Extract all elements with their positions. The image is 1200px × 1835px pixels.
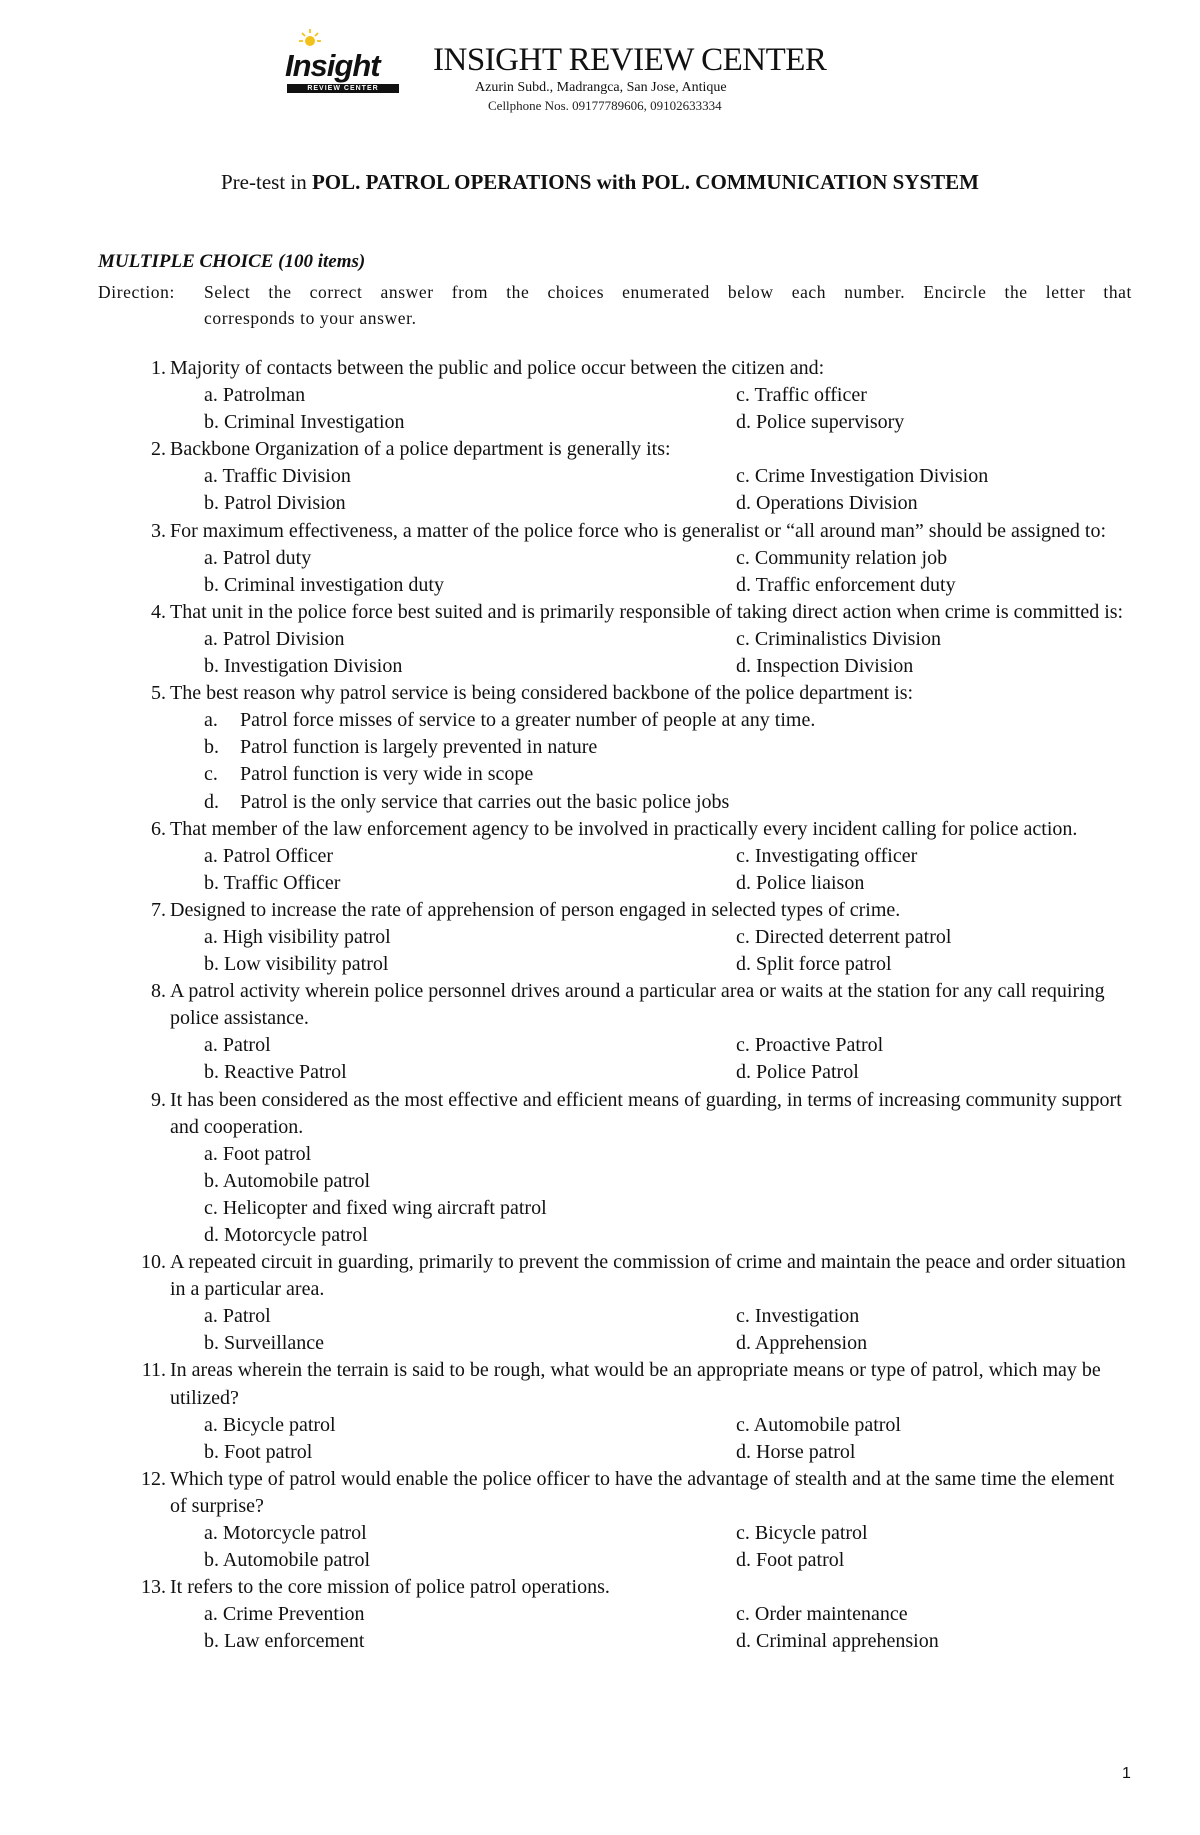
question-item bbox=[0, 1466, 1200, 1574]
answer-option[interactable]: b. Law enforcement bbox=[204, 1630, 365, 1653]
answer-option[interactable]: a. High visibility patrol bbox=[204, 925, 391, 948]
answer-option[interactable]: c. Criminalistics Division bbox=[736, 627, 941, 650]
answer-option[interactable] bbox=[0, 761, 1200, 788]
answer-option[interactable]: c. Automobile patrol bbox=[736, 1413, 901, 1436]
question-list bbox=[0, 355, 1200, 1656]
question-text: Majority of contacts between the public and police occur between the citizen and: bbox=[170, 357, 825, 379]
answer-option[interactable]: b. Criminal Investigation bbox=[204, 411, 405, 434]
answer-option[interactable]: d. Criminal apprehension bbox=[736, 1630, 939, 1653]
answer-option[interactable]: a. Patrol Division bbox=[204, 627, 345, 650]
answer-option[interactable]: a. Foot patrol bbox=[204, 1142, 312, 1165]
question-item bbox=[0, 1087, 1200, 1250]
option-letter: c. bbox=[204, 763, 218, 786]
option-text: Patrol function is very wide in scope bbox=[240, 763, 534, 786]
page-number: 1 bbox=[1122, 1765, 1131, 1782]
answer-option[interactable]: d. Police liaison bbox=[736, 871, 865, 894]
answer-option[interactable]: d. Horse patrol bbox=[736, 1440, 856, 1463]
answer-option[interactable]: c. Crime Investigation Division bbox=[736, 465, 989, 488]
answer-option[interactable]: b. Low visibility patrol bbox=[204, 953, 389, 976]
answer-option[interactable]: a. Motorcycle patrol bbox=[204, 1522, 367, 1545]
answer-option[interactable]: b. Foot patrol bbox=[204, 1440, 313, 1463]
question-item bbox=[0, 355, 1200, 436]
option-text: Patrol force misses of service to a greater number of people at any time. bbox=[240, 709, 816, 732]
answer-option[interactable]: c. Directed deterrent patrol bbox=[736, 925, 952, 948]
question-number: 13. bbox=[141, 1576, 166, 1599]
answer-option[interactable] bbox=[0, 707, 1200, 734]
question-text: Backbone Organization of a police department is generally its: bbox=[170, 438, 671, 461]
direction-label: Direction: bbox=[98, 282, 175, 302]
answer-option[interactable]: b. Surveillance bbox=[204, 1332, 324, 1355]
answer-option[interactable]: c. Order maintenance bbox=[736, 1603, 908, 1626]
section-heading: MULTIPLE CHOICE (100 items) bbox=[98, 251, 366, 272]
sun-icon bbox=[299, 28, 321, 50]
answer-option[interactable]: d. Police Patrol bbox=[736, 1061, 859, 1084]
answer-option[interactable]: a. Patrol bbox=[204, 1305, 271, 1328]
answer-option[interactable]: b. Automobile patrol bbox=[204, 1549, 371, 1572]
answer-option[interactable]: b. Criminal investigation duty bbox=[204, 573, 444, 596]
answer-option[interactable]: a. Patrol Officer bbox=[204, 844, 334, 867]
insight-logo bbox=[285, 28, 403, 94]
question-number: 4. bbox=[151, 600, 166, 623]
title-subject: POL. PATROL OPERATIONS with POL. COMMUNICATION SYSTEM bbox=[311, 170, 979, 194]
question-number: 7. bbox=[151, 898, 166, 921]
answer-option[interactable]: d. Foot patrol bbox=[736, 1549, 845, 1572]
logo-tagline: REVIEW CENTER bbox=[287, 84, 399, 93]
answer-option[interactable]: b. Patrol Division bbox=[204, 492, 346, 515]
answer-option[interactable]: d. Split force patrol bbox=[736, 953, 892, 976]
answer-option[interactable]: a. Crime Prevention bbox=[204, 1603, 365, 1626]
answer-option[interactable]: d. Motorcycle patrol bbox=[204, 1224, 368, 1246]
question-item bbox=[0, 897, 1200, 978]
question-text: It refers to the core mission of police patrol operations. bbox=[170, 1576, 610, 1599]
answer-option[interactable]: c. Traffic officer bbox=[736, 384, 867, 407]
answer-option[interactable]: a. Patrol bbox=[204, 1034, 271, 1057]
question-item bbox=[0, 1357, 1200, 1465]
question-number: 5. bbox=[151, 682, 166, 705]
option-text: Patrol function is largely prevented in nature bbox=[240, 736, 598, 759]
question-item bbox=[0, 816, 1200, 897]
question-item bbox=[0, 599, 1200, 680]
direction-text-line1: Select the correct answer from the choices enumerated below each number. Encircle the letter that bbox=[204, 282, 1132, 302]
question-text: A repeated circuit in guarding, primarily to prevent the commission of crime and maintain the peace and order situation in a particular area. bbox=[170, 1251, 1126, 1301]
answer-option[interactable]: a. Patrol duty bbox=[204, 546, 312, 569]
option-text: Patrol is the only service that carries out the basic police jobs bbox=[240, 790, 730, 813]
answer-option[interactable]: d. Traffic enforcement duty bbox=[736, 573, 956, 596]
question-text: For maximum effectiveness, a matter of the police force who is generalist or “all around man” should be assigned to: bbox=[170, 519, 1107, 542]
question-item bbox=[0, 1574, 1200, 1655]
answer-option[interactable]: c. Helicopter and fixed wing aircraft patrol bbox=[204, 1196, 547, 1219]
question-item bbox=[0, 518, 1200, 599]
question-number: 9. bbox=[151, 1088, 166, 1111]
question-text: A patrol activity wherein police personnel drives around a particular area or waits at the station for any call requiring police assistance. bbox=[170, 980, 1105, 1030]
question-number: 12. bbox=[141, 1467, 166, 1490]
question-text: It has been considered as the most effective and efficient means of guarding, in terms of increasing community support and cooperation. bbox=[170, 1088, 1122, 1138]
question-number: 10. bbox=[141, 1251, 166, 1274]
organization-address: Azurin Subd., Madrangca, San Jose, Antique bbox=[475, 80, 727, 95]
question-text: That unit in the police force best suited and is primarily responsible of taking direct action when crime is committed is: bbox=[170, 600, 1124, 623]
question-text: The best reason why patrol service is being considered backbone of the police department is: bbox=[170, 682, 914, 705]
answer-option[interactable]: c. Proactive Patrol bbox=[736, 1034, 884, 1057]
direction-text-line2: corresponds to your answer. bbox=[204, 308, 417, 328]
question-text: Designed to increase the rate of apprehension of person engaged in selected types of crime. bbox=[170, 898, 901, 921]
question-item bbox=[0, 680, 1200, 815]
answer-option[interactable]: d. Police supervisory bbox=[736, 411, 905, 434]
question-text: That member of the law enforcement agency to be involved in practically every incident calling for police action. bbox=[170, 817, 1078, 840]
answer-option[interactable]: a. Traffic Division bbox=[204, 465, 351, 488]
answer-option[interactable]: c. Investigation bbox=[736, 1305, 860, 1328]
answer-option[interactable] bbox=[0, 734, 1200, 761]
answer-option[interactable]: c. Investigating officer bbox=[736, 844, 918, 867]
question-number: 11. bbox=[141, 1359, 166, 1382]
answer-option[interactable]: d. Apprehension bbox=[736, 1332, 868, 1355]
question-item bbox=[0, 436, 1200, 517]
organization-name: INSIGHT REVIEW CENTER bbox=[433, 42, 827, 78]
answer-option[interactable]: b. Reactive Patrol bbox=[204, 1061, 347, 1084]
answer-option[interactable]: c. Community relation job bbox=[736, 546, 948, 569]
document-title bbox=[0, 170, 1200, 195]
question-item bbox=[0, 978, 1200, 1086]
question-text: Which type of patrol would enable the police officer to have the advantage of stealth and at the same time the element of surprise? bbox=[170, 1467, 1115, 1517]
answer-option[interactable] bbox=[0, 789, 1200, 816]
question-number: 8. bbox=[151, 980, 166, 1003]
question-text: In areas wherein the terrain is said to be rough, what would be an appropriate means or type of patrol, which may be utilized? bbox=[170, 1359, 1101, 1409]
organization-phone: Cellphone Nos. 09177789606, 09102633334 bbox=[488, 98, 722, 113]
answer-option[interactable]: b. Traffic Officer bbox=[204, 871, 341, 894]
question-item bbox=[0, 1249, 1200, 1357]
answer-option[interactable]: a. Patrolman bbox=[204, 384, 306, 407]
answer-option[interactable]: d. Inspection Division bbox=[736, 655, 914, 678]
question-number: 6. bbox=[151, 817, 166, 840]
answer-option[interactable]: a. Bicycle patrol bbox=[204, 1413, 336, 1436]
directions bbox=[98, 279, 1132, 331]
question-number: 2. bbox=[151, 438, 166, 461]
option-letter: d. bbox=[204, 790, 219, 813]
question-number: 3. bbox=[151, 519, 166, 542]
option-letter: b. bbox=[204, 736, 219, 759]
answer-option[interactable]: b. Investigation Division bbox=[204, 655, 403, 678]
question-number: 1. bbox=[151, 357, 166, 379]
option-letter: a. bbox=[204, 709, 218, 732]
logo-wordmark: Insight bbox=[285, 48, 380, 83]
answer-option[interactable]: d. Operations Division bbox=[736, 492, 918, 515]
answer-option[interactable]: c. Bicycle patrol bbox=[736, 1522, 868, 1545]
answer-option[interactable]: b. Automobile patrol bbox=[204, 1169, 371, 1192]
letterhead bbox=[285, 22, 845, 122]
title-prefix: Pre-test in bbox=[221, 170, 312, 194]
